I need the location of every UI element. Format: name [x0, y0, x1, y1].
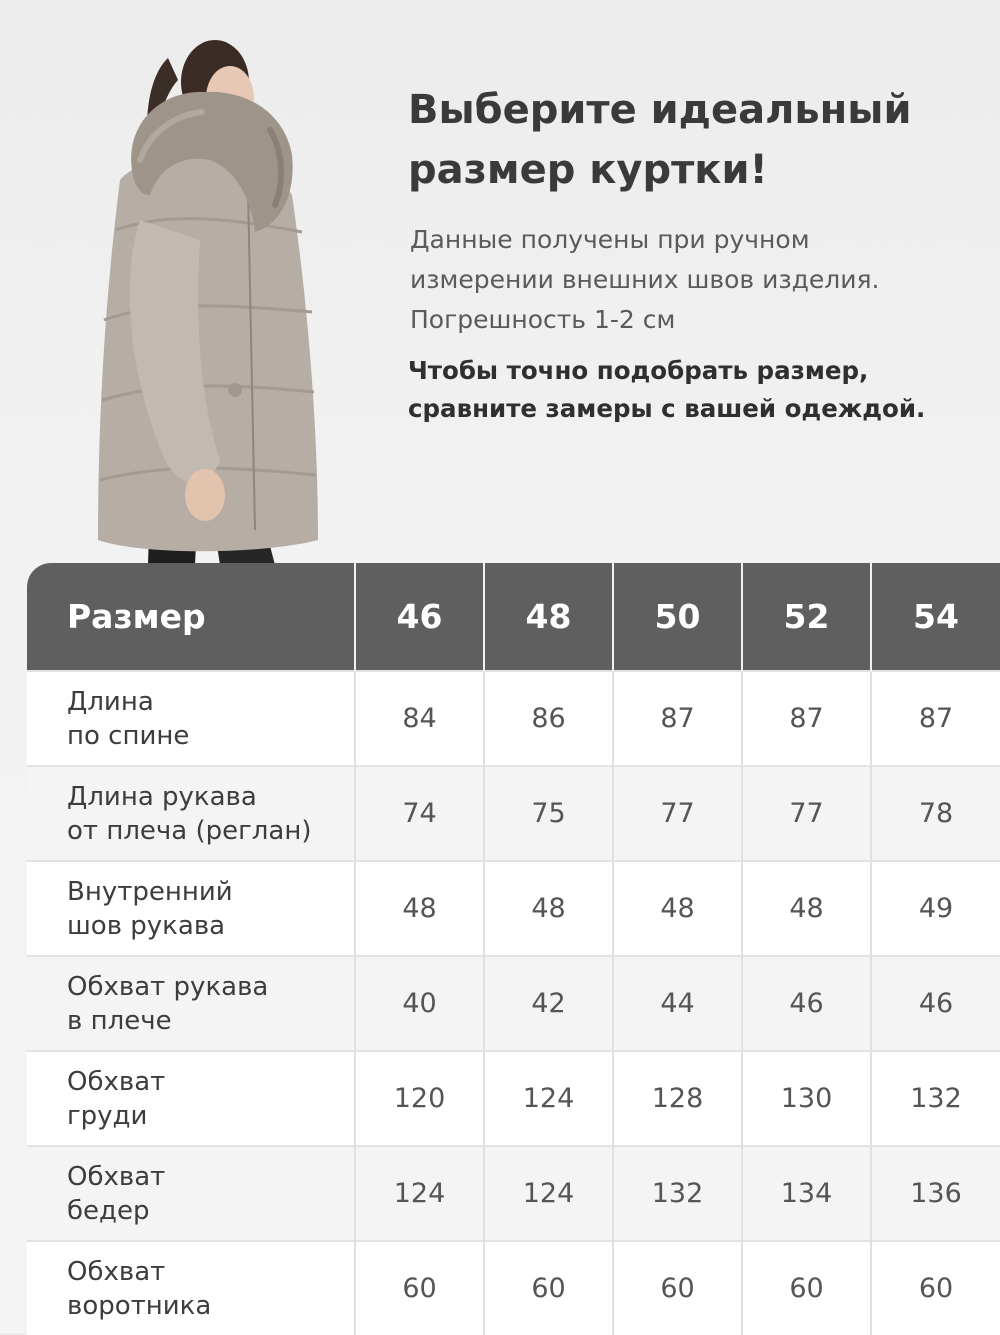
- table-cell: 74: [355, 766, 484, 861]
- row-label: [27, 671, 355, 766]
- table-cell: 132: [613, 1146, 742, 1241]
- table-row: [27, 1051, 1000, 1146]
- size-header-46: 46: [355, 563, 484, 671]
- table-cell: 48: [613, 861, 742, 956]
- table-cell: 86: [484, 671, 613, 766]
- row-label-line: Длина: [67, 686, 154, 717]
- table-cell: 49: [871, 861, 1000, 956]
- row-label-line: в плече: [67, 1005, 172, 1036]
- table-cell: 60: [871, 1241, 1000, 1335]
- table-cell: 87: [871, 671, 1000, 766]
- row-label: [27, 956, 355, 1051]
- row-label-line: Длина рукава: [67, 781, 257, 812]
- table-cell: 40: [355, 956, 484, 1051]
- advice-line-2: сравните замеры с вашей одеждой.: [408, 394, 926, 423]
- table-cell: 75: [484, 766, 613, 861]
- page-title: [408, 80, 988, 200]
- row-label-line: по спине: [67, 720, 190, 751]
- table-cell: 124: [484, 1051, 613, 1146]
- table-row: [27, 766, 1000, 861]
- size-advice: [408, 352, 993, 428]
- table-cell: 132: [871, 1051, 1000, 1146]
- note-line-1: Данные получены при ручном: [410, 225, 810, 254]
- row-label: [27, 1051, 355, 1146]
- table-cell: 60: [613, 1241, 742, 1335]
- row-label-line: Обхват рукава: [67, 971, 269, 1002]
- table-cell: 128: [613, 1051, 742, 1146]
- size-header-50: 50: [613, 563, 742, 671]
- row-label: [27, 1146, 355, 1241]
- table-cell: 87: [742, 671, 871, 766]
- row-label: [27, 1241, 355, 1335]
- table-cell: 46: [871, 956, 1000, 1051]
- table-cell: 124: [355, 1146, 484, 1241]
- row-label-line: от плеча (реглан): [67, 815, 312, 846]
- table-cell: 48: [355, 861, 484, 956]
- table-cell: 48: [742, 861, 871, 956]
- table-row: [27, 1146, 1000, 1241]
- table-cell: 78: [871, 766, 1000, 861]
- size-header-54: 54: [871, 563, 1000, 671]
- table-cell: 60: [484, 1241, 613, 1335]
- table-cell: 42: [484, 956, 613, 1051]
- table-row: [27, 861, 1000, 956]
- row-label: [27, 861, 355, 956]
- measurement-note: [410, 220, 990, 340]
- table-cell: 46: [742, 956, 871, 1051]
- note-line-2: измерении внешних швов изделия.: [410, 265, 880, 294]
- table-cell: 44: [613, 956, 742, 1051]
- title-line-1: Выберите идеальный: [408, 87, 912, 133]
- row-label-line: Обхват: [67, 1161, 166, 1192]
- size-chart-table: [27, 563, 1000, 1335]
- row-label-line: Обхват: [67, 1066, 166, 1097]
- table-cell: 77: [742, 766, 871, 861]
- row-label-line: Обхват: [67, 1256, 166, 1287]
- note-line-3: Погрешность 1-2 см: [410, 305, 676, 334]
- table-cell: 87: [613, 671, 742, 766]
- row-label: [27, 766, 355, 861]
- size-header-52: 52: [742, 563, 871, 671]
- size-header-row: [27, 563, 1000, 671]
- table-row: [27, 956, 1000, 1051]
- table-cell: 136: [871, 1146, 1000, 1241]
- size-header-48: 48: [484, 563, 613, 671]
- size-header-label: Размер: [27, 563, 355, 671]
- row-label-line: воротника: [67, 1290, 212, 1321]
- row-label-line: шов рукава: [67, 910, 226, 941]
- row-label-line: бедер: [67, 1195, 150, 1226]
- table-row: [27, 671, 1000, 766]
- table-row: [27, 1241, 1000, 1335]
- model-photo: [80, 20, 340, 565]
- row-label-line: груди: [67, 1100, 148, 1131]
- table-cell: 130: [742, 1051, 871, 1146]
- row-label-line: Внутренний: [67, 876, 233, 907]
- table-cell: 124: [484, 1146, 613, 1241]
- table-cell: 77: [613, 766, 742, 861]
- table-cell: 134: [742, 1146, 871, 1241]
- table-cell: 60: [355, 1241, 484, 1335]
- title-line-2: размер куртки!: [408, 147, 768, 193]
- table-cell: 48: [484, 861, 613, 956]
- table-cell: 84: [355, 671, 484, 766]
- table-cell: 60: [742, 1241, 871, 1335]
- table-cell: 120: [355, 1051, 484, 1146]
- advice-line-1: Чтобы точно подобрать размер,: [408, 356, 869, 385]
